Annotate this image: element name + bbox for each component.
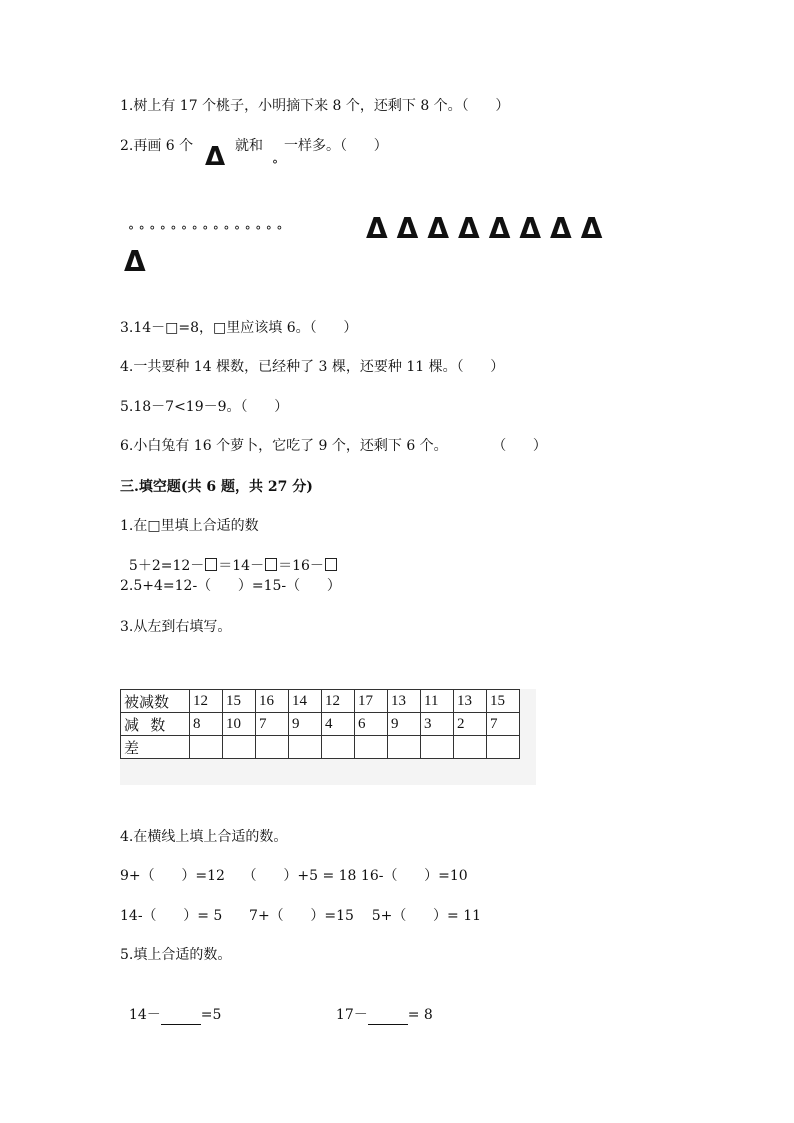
answer-cell[interactable] xyxy=(388,736,421,759)
table-cell: 9 xyxy=(388,713,421,736)
fill-4-title: 4.在横线上填上合适的数。 xyxy=(120,829,288,845)
equation-part: = 8 xyxy=(407,1007,433,1023)
fill-4-line-1: 9+（ ）=12 （ ）+5 = 18 16-（ ）=10 xyxy=(120,868,468,884)
triangle-icon: Δ xyxy=(488,212,511,245)
table-cell: 15 xyxy=(223,690,256,713)
fill-5-equation-b xyxy=(327,985,433,1025)
subtraction-table-wrap xyxy=(120,689,536,785)
table-cell: 8 xyxy=(190,713,223,736)
equation-part: ＝14－ xyxy=(218,558,265,574)
answer-cell[interactable] xyxy=(454,736,487,759)
equation-part: 14－ xyxy=(128,1007,161,1023)
equation-part: 17－ xyxy=(335,1007,368,1023)
fill-3-title: 3.从左到右填写。 xyxy=(120,619,232,635)
answer-cell[interactable] xyxy=(322,736,355,759)
question-3: 3.14－□=8，□里应该填 6。（ ） xyxy=(120,320,358,336)
triangle-icon: Δ xyxy=(205,142,226,172)
question-6: 6.小白兔有 16 个萝卜，它吃了 9 个，还剩下 6 个。 （ ） xyxy=(120,438,547,454)
fill-2: 2.5+4=12-（ ）=15-（ ） xyxy=(120,578,341,594)
triangle-icon: Δ xyxy=(396,212,419,245)
triangle-icon: Δ xyxy=(519,212,542,245)
table-cell: 17 xyxy=(355,690,388,713)
table-cell: 16 xyxy=(256,690,289,713)
triangles-row xyxy=(366,214,602,244)
table-cell: 9 xyxy=(289,713,322,736)
table-cell: 13 xyxy=(388,690,421,713)
answer-cell[interactable] xyxy=(487,736,520,759)
circle-icon: ° xyxy=(272,158,278,172)
question-2-right: 一样多。（ ） xyxy=(284,138,388,154)
answer-blank[interactable] xyxy=(161,1010,201,1025)
answer-cell[interactable] xyxy=(421,736,454,759)
answer-box[interactable] xyxy=(265,558,277,571)
row-label-minuend: 被减数 xyxy=(121,690,190,713)
table-cell: 7 xyxy=(487,713,520,736)
equation-part: 5＋2=12－ xyxy=(128,558,205,574)
table-cell: 7 xyxy=(256,713,289,736)
triangle-icon: Δ xyxy=(124,245,146,278)
answer-cell[interactable] xyxy=(223,736,256,759)
table-cell: 10 xyxy=(223,713,256,736)
table-cell: 15 xyxy=(487,690,520,713)
triangle-icon: Δ xyxy=(458,212,480,245)
table-cell: 14 xyxy=(289,690,322,713)
triangle-icon: Δ xyxy=(550,212,572,245)
table-row xyxy=(121,736,520,759)
question-1: 1.树上有 17 个桃子，小明摘下来 8 个，还剩下 8 个。（ ） xyxy=(120,98,510,114)
table-cell: 12 xyxy=(190,690,223,713)
answer-blank[interactable] xyxy=(368,1010,408,1025)
question-4: 4.一共要种 14 棵数，已经种了 3 棵，还要种 11 棵。（ ） xyxy=(120,359,505,375)
table-cell: 2 xyxy=(454,713,487,736)
fill-1-equation xyxy=(120,536,338,576)
equation-part: =5 xyxy=(200,1007,222,1023)
fill-4-line-2: 14-（ ）= 5 7+（ ）=15 5+（ ）= 11 xyxy=(120,908,482,924)
subtraction-table xyxy=(120,689,520,759)
fill-5-equation-a xyxy=(120,985,221,1025)
question-2-mid: 就和 xyxy=(235,138,263,154)
answer-box[interactable] xyxy=(205,558,217,571)
table-cell: 11 xyxy=(421,690,454,713)
answer-cell[interactable] xyxy=(289,736,322,759)
table-row xyxy=(121,690,520,713)
table-row xyxy=(121,713,520,736)
answer-cell[interactable] xyxy=(190,736,223,759)
fill-5-title: 5.填上合适的数。 xyxy=(120,947,232,963)
section-title: 三.填空题(共 6 题，共 27 分) xyxy=(120,479,313,495)
table-cell: 4 xyxy=(322,713,355,736)
table-cell: 6 xyxy=(355,713,388,736)
question-2-left: 2.再画 6 个 xyxy=(120,138,194,154)
answer-cell[interactable] xyxy=(256,736,289,759)
table-cell: 3 xyxy=(421,713,454,736)
circles-row: °°°°°°°°°°°°°°° xyxy=(128,224,287,238)
row-label-difference: 差 xyxy=(121,736,190,759)
row-label-subtrahend: 减 数 xyxy=(121,713,190,736)
equation-part: ＝16－ xyxy=(278,558,324,574)
table-cell: 12 xyxy=(322,690,355,713)
question-5: 5.18－7<19－9。（ ） xyxy=(120,399,289,415)
triangle-icon: Δ xyxy=(427,212,450,245)
triangle-icon: Δ xyxy=(366,212,388,245)
table-cell: 13 xyxy=(454,690,487,713)
answer-box[interactable] xyxy=(325,558,337,571)
answer-cell[interactable] xyxy=(355,736,388,759)
fill-1-title: 1.在□里填上合适的数 xyxy=(120,518,259,534)
triangle-icon: Δ xyxy=(580,212,603,245)
